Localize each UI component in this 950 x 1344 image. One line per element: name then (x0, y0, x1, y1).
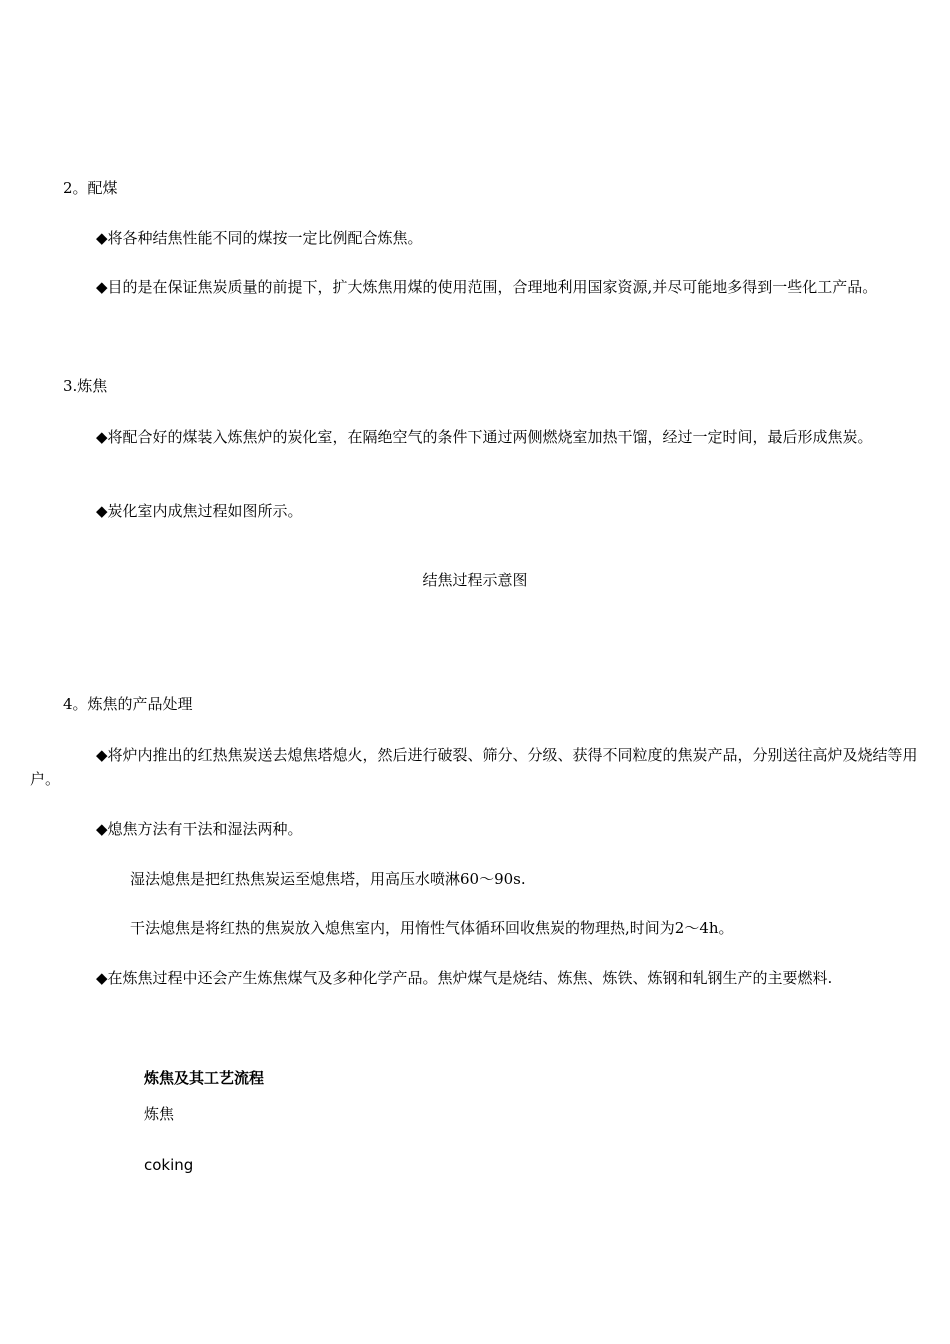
section-3-bullet-1: ◆将配合好的煤装入炼焦炉的炭化室，在隔绝空气的条件下通过两侧燃烧室加热干馏，经过一定时间，最后形成焦炭。 (96, 428, 873, 446)
dry-quenching-text: 干法熄焦是将红热的焦炭放入熄焦室内，用惰性气体循环回收焦炭的物理热,时间为2～4h。 (130, 919, 734, 937)
section-4-bullet-1: ◆将炉内推出的红热焦炭送去熄焦塔熄火，然后进行破裂、筛分、分级、获得不同粒度的焦炭产品，分别送往高炉及烧结等用户。 (30, 746, 918, 788)
section-3-bullet-2: ◆炭化室内成焦过程如图所示。 (96, 502, 303, 520)
entry-title: 炼焦及其工艺流程 (144, 1069, 265, 1087)
section-4-bullet-3: ◆在炼焦过程中还会产生炼焦煤气及多种化学产品。焦炉煤气是烧结、炼焦、炼铁、炼钢和轧钢生产的主要燃料. (96, 969, 833, 987)
section-2-bullet-1: ◆将各种结焦性能不同的煤按一定比例配合炼焦。 (96, 229, 423, 247)
wet-quenching-text: 湿法熄焦是把红热焦炭运至熄焦塔，用高压水喷淋60～90s. (130, 870, 526, 888)
section-4-bullet-2: ◆熄焦方法有干法和湿法两种。 (96, 820, 303, 838)
section-3-heading: 3.炼焦 (63, 377, 108, 395)
section-2-bullet-2: ◆目的是在保证焦炭质量的前提下，扩大炼焦用煤的使用范围，合理地利用国家资源,并尽可能地多得到一些化工产品。 (96, 278, 878, 296)
figure-caption: 结焦过程示意图 (422, 571, 528, 589)
section-2-heading: 2。配煤 (63, 179, 118, 197)
entry-term-chinese: 炼焦 (144, 1105, 175, 1123)
entry-term-english: coking (144, 1156, 194, 1174)
section-4-heading: 4。炼焦的产品处理 (63, 695, 193, 713)
